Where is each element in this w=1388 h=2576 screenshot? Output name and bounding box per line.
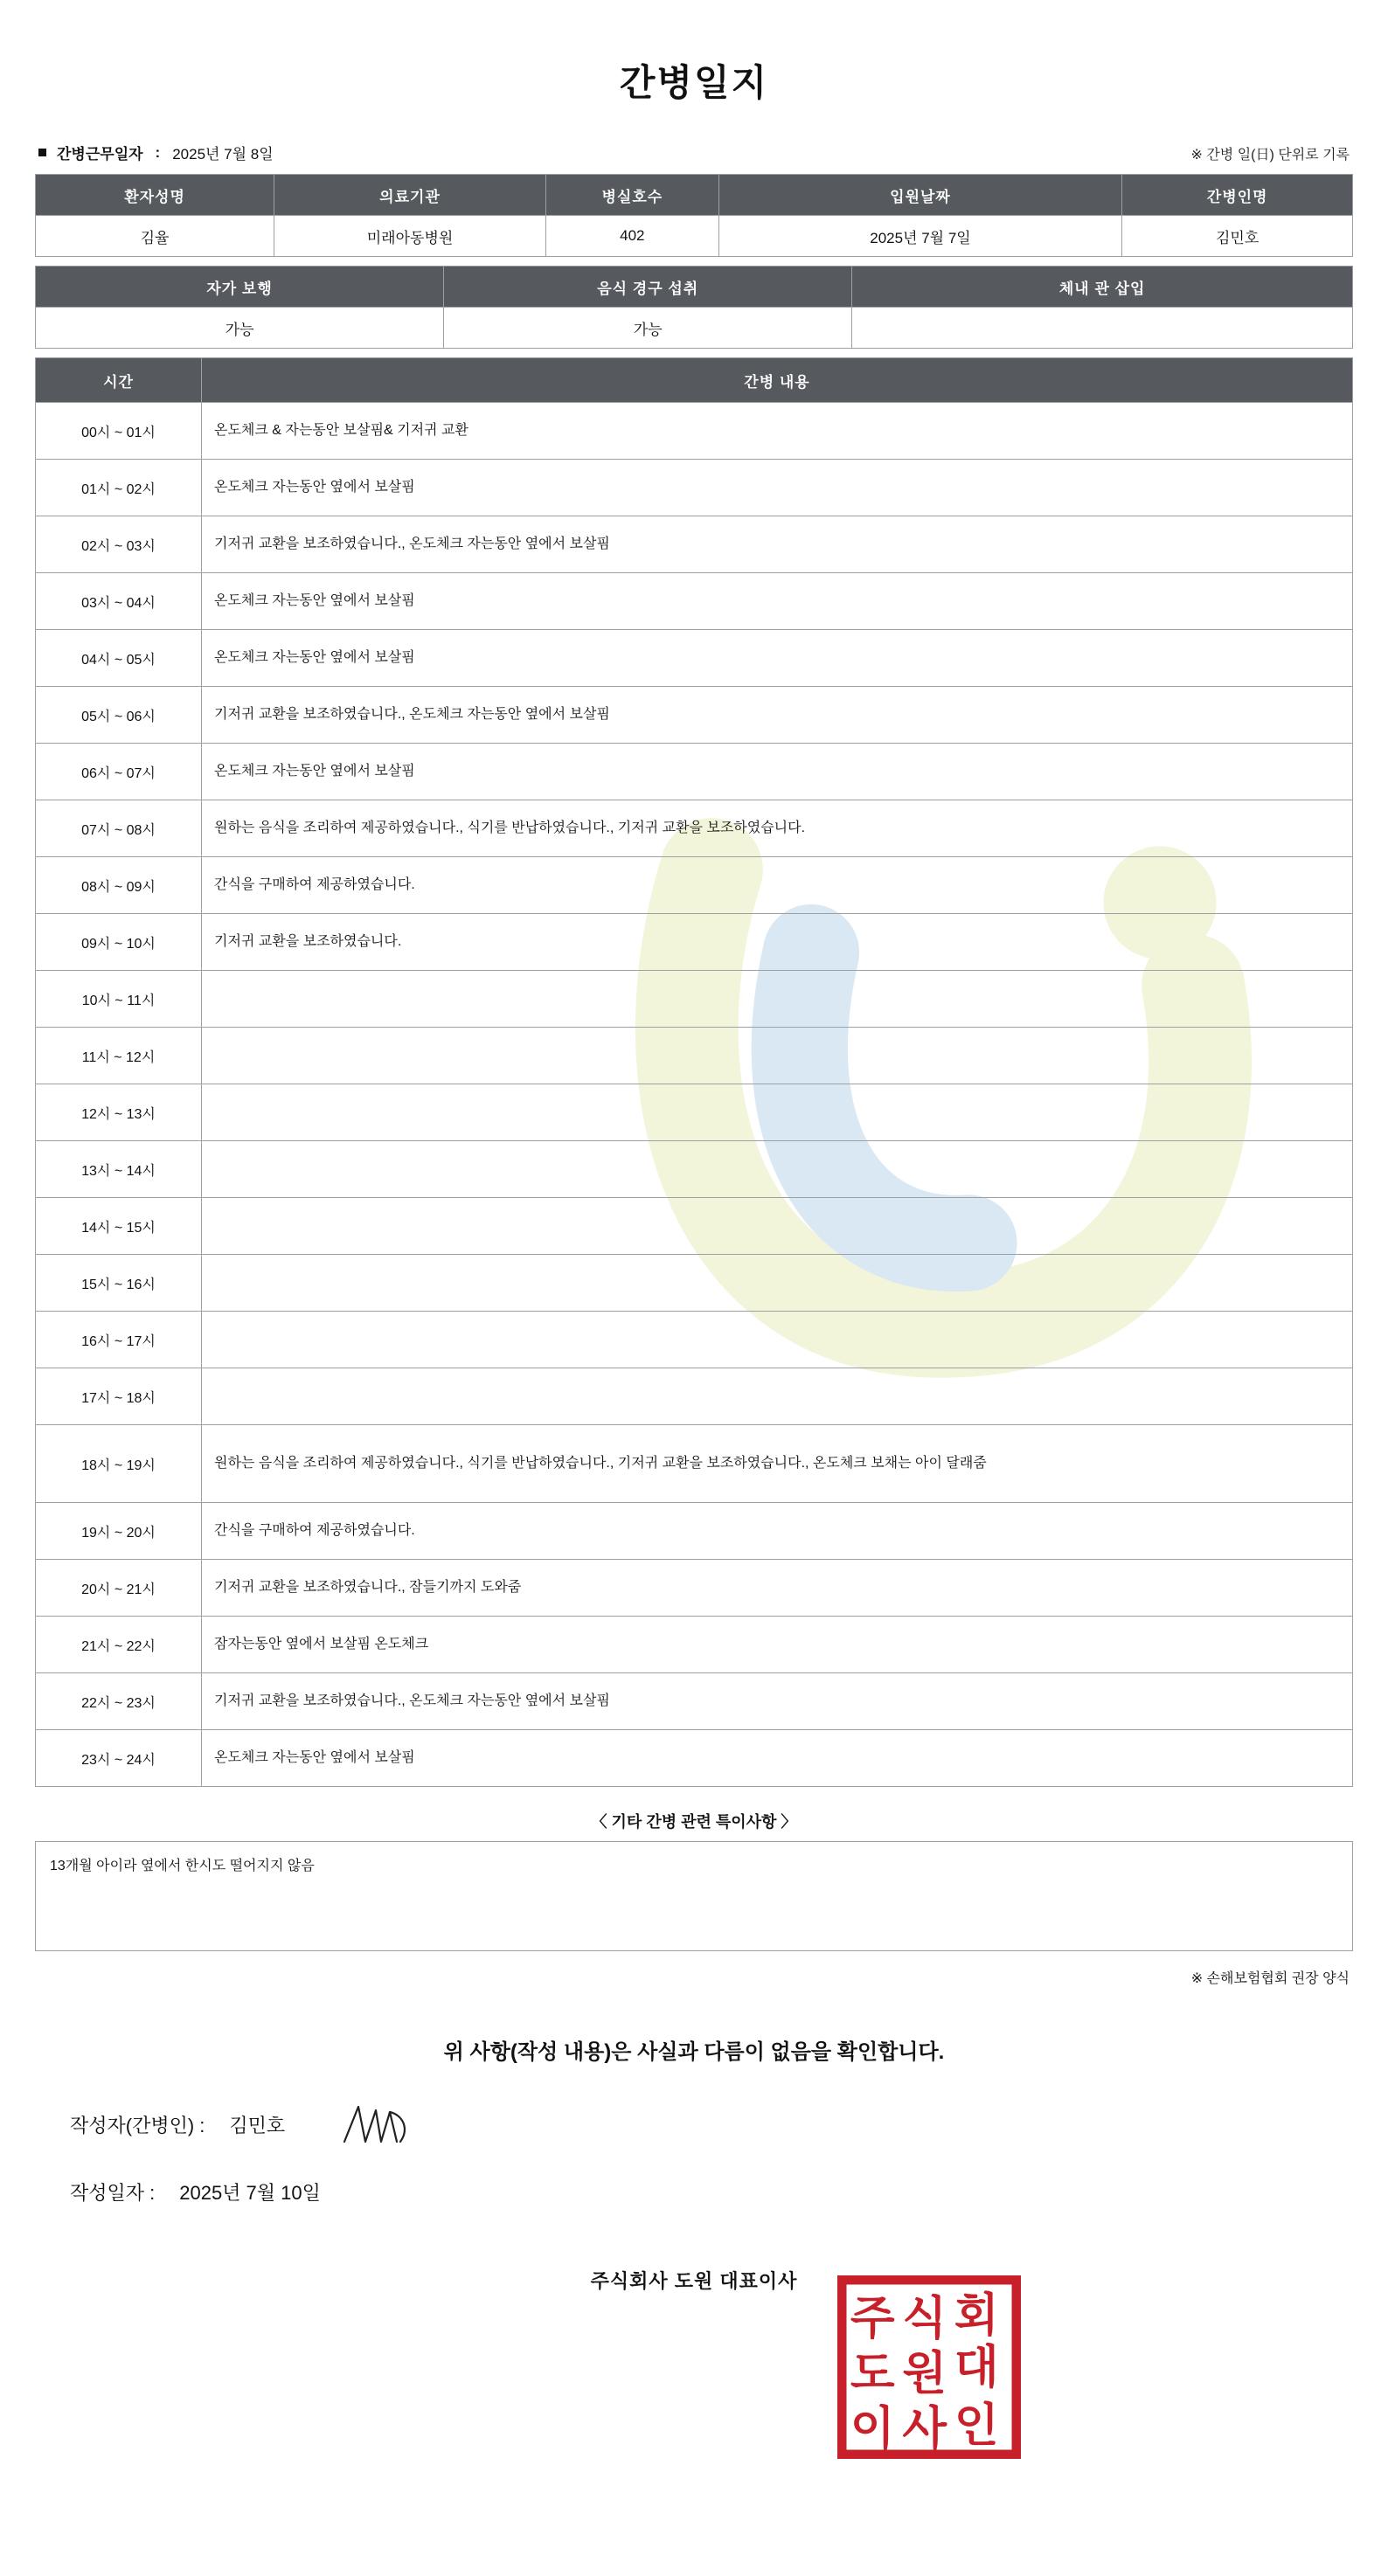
care-note-cell[interactable]: 기저귀 교환을 보조하였습니다. bbox=[202, 914, 1353, 971]
table-row bbox=[36, 1312, 1353, 1368]
care-note-cell[interactable]: 간식을 구매하여 제공하였습니다. bbox=[202, 1503, 1353, 1560]
write-date-line bbox=[70, 2178, 1353, 2206]
svg-text:이: 이 bbox=[850, 2401, 895, 2455]
care-note-cell[interactable]: 기저귀 교환을 보조하였습니다., 온도체크 자는동안 옆에서 보살핌 bbox=[202, 1673, 1353, 1730]
care-note-cell[interactable]: 원하는 음식을 조리하여 제공하였습니다., 식기를 반납하였습니다., 기저귀 교환을 보조하였습니다. bbox=[202, 800, 1353, 857]
table-row bbox=[36, 1028, 1353, 1084]
table-row bbox=[36, 914, 1353, 971]
time-cell: 14시 ~ 15시 bbox=[36, 1198, 202, 1255]
table-row bbox=[36, 1198, 1353, 1255]
time-cell: 01시 ~ 02시 bbox=[36, 460, 202, 516]
svg-text:원: 원 bbox=[902, 2346, 947, 2400]
care-note-cell[interactable]: 온도체크 자는동안 옆에서 보살핌 bbox=[202, 1730, 1353, 1787]
care-note-cell[interactable]: 간식을 구매하여 제공하였습니다. bbox=[202, 857, 1353, 914]
care-note-cell[interactable] bbox=[202, 1141, 1353, 1198]
table-row bbox=[36, 1084, 1353, 1141]
time-cell: 23시 ~ 24시 bbox=[36, 1730, 202, 1787]
time-cell: 16시 ~ 17시 bbox=[36, 1312, 202, 1368]
table-row bbox=[36, 800, 1353, 857]
svg-text:인: 인 bbox=[954, 2399, 999, 2452]
care-note-cell[interactable]: 기저귀 교환을 보조하였습니다., 온도체크 자는동안 옆에서 보살핌 bbox=[202, 687, 1353, 744]
care-note-cell[interactable] bbox=[202, 1028, 1353, 1084]
table-row bbox=[36, 216, 1353, 257]
time-cell: 11시 ~ 12시 bbox=[36, 1028, 202, 1084]
care-note-cell[interactable]: 기저귀 교환을 보조하였습니다., 잠들기까지 도와줌 bbox=[202, 1560, 1353, 1617]
work-date-value: 2025년 7월 8일 bbox=[172, 146, 274, 163]
care-note-cell[interactable]: 원하는 음식을 조리하여 제공하였습니다., 식기를 반납하였습니다., 기저귀 교환을 보조하였습니다., 온도체크 보채는 아이 달래줌 bbox=[202, 1425, 1353, 1503]
admission-date-header: 입원날짜 bbox=[718, 175, 1122, 216]
table-row bbox=[36, 1617, 1353, 1673]
time-cell: 09시 ~ 10시 bbox=[36, 914, 202, 971]
table-row bbox=[36, 1730, 1353, 1787]
caregiver-name-value: 김민호 bbox=[1122, 216, 1353, 257]
care-note-cell[interactable] bbox=[202, 1312, 1353, 1368]
company-seal-stamp-icon bbox=[837, 2275, 1021, 2459]
table-row bbox=[36, 308, 1353, 349]
company-stamp-area bbox=[35, 2267, 1353, 2485]
table-row bbox=[36, 630, 1353, 687]
table-row bbox=[36, 1368, 1353, 1425]
write-date-label: 작성일자 : bbox=[70, 2182, 156, 2204]
time-header: 시간 bbox=[36, 358, 202, 403]
meta-row bbox=[35, 142, 1353, 163]
time-cell: 20시 ~ 21시 bbox=[36, 1560, 202, 1617]
association-note: ※ 손해보험협회 권장 양식 bbox=[1190, 1971, 1350, 1986]
table-header-row bbox=[36, 358, 1353, 403]
care-note-cell[interactable] bbox=[202, 1368, 1353, 1425]
tube-insertion-value bbox=[852, 308, 1353, 349]
oral-intake-header: 음식 경구 섭취 bbox=[444, 267, 852, 308]
caregiver-name-header: 간병인명 bbox=[1122, 175, 1353, 216]
remarks-caption: 〈 기타 간병 관련 특이사항 〉 bbox=[591, 1813, 797, 1831]
care-note-cell[interactable]: 온도체크 자는동안 옆에서 보살핌 bbox=[202, 460, 1353, 516]
care-note-cell[interactable] bbox=[202, 1084, 1353, 1141]
table-row bbox=[36, 516, 1353, 573]
table-row bbox=[36, 857, 1353, 914]
table-row bbox=[36, 403, 1353, 460]
patient-name-header: 환자성명 bbox=[36, 175, 274, 216]
table-row bbox=[36, 1560, 1353, 1617]
time-cell: 08시 ~ 09시 bbox=[36, 857, 202, 914]
svg-text:대: 대 bbox=[954, 2340, 999, 2394]
time-cell: 12시 ~ 13시 bbox=[36, 1084, 202, 1141]
svg-text:식: 식 bbox=[902, 2291, 947, 2345]
remarks-box[interactable]: 13개월 아이라 옆에서 한시도 떨어지지 않음 bbox=[35, 1841, 1353, 1951]
time-cell: 02시 ~ 03시 bbox=[36, 516, 202, 573]
hospital-value: 미래아동병원 bbox=[274, 216, 546, 257]
time-cell: 15시 ~ 16시 bbox=[36, 1255, 202, 1312]
time-cell: 22시 ~ 23시 bbox=[36, 1673, 202, 1730]
tube-insertion-header: 체내 관 삽입 bbox=[852, 267, 1353, 308]
condition-table bbox=[35, 266, 1353, 349]
svg-text:주: 주 bbox=[850, 2291, 895, 2345]
care-note-cell[interactable] bbox=[202, 1198, 1353, 1255]
admission-date-value: 2025년 7월 7일 bbox=[718, 216, 1122, 257]
table-header-row bbox=[36, 175, 1353, 216]
oral-intake-value: 가능 bbox=[444, 308, 852, 349]
svg-text:사: 사 bbox=[902, 2401, 947, 2455]
work-date-block bbox=[38, 142, 274, 163]
table-row bbox=[36, 1141, 1353, 1198]
writer-label: 작성자(간병인) : bbox=[70, 2114, 205, 2136]
time-cell: 00시 ~ 01시 bbox=[36, 403, 202, 460]
company-line: 주식회사 도원 대표이사 bbox=[590, 2270, 798, 2292]
care-note-cell[interactable] bbox=[202, 971, 1353, 1028]
table-row bbox=[36, 971, 1353, 1028]
care-note-cell[interactable]: 잠자는동안 옆에서 보살핌 온도체크 bbox=[202, 1617, 1353, 1673]
care-note-cell[interactable]: 온도체크 자는동안 옆에서 보살핌 bbox=[202, 573, 1353, 630]
work-date-label: 간병근무일자 bbox=[57, 146, 143, 163]
care-note-cell[interactable]: 온도체크 자는동안 옆에서 보살핌 bbox=[202, 744, 1353, 800]
time-cell: 03시 ~ 04시 bbox=[36, 573, 202, 630]
table-header-row bbox=[36, 267, 1353, 308]
document-page bbox=[0, 54, 1388, 2576]
table-row bbox=[36, 687, 1353, 744]
svg-text:회: 회 bbox=[954, 2289, 999, 2342]
care-content-header: 간병 내용 bbox=[202, 358, 1353, 403]
table-row bbox=[36, 460, 1353, 516]
time-cell: 13시 ~ 14시 bbox=[36, 1141, 202, 1198]
time-cell: 07시 ~ 08시 bbox=[36, 800, 202, 857]
care-note-cell[interactable]: 온도체크 & 자는동안 보살핌& 기저귀 교환 bbox=[202, 403, 1353, 460]
table-row bbox=[36, 1425, 1353, 1503]
care-note-cell[interactable] bbox=[202, 1255, 1353, 1312]
time-cell: 04시 ~ 05시 bbox=[36, 630, 202, 687]
table-row bbox=[36, 1503, 1353, 1560]
care-note-cell[interactable]: 기저귀 교환을 보조하였습니다., 온도체크 자는동안 옆에서 보살핌 bbox=[202, 516, 1353, 573]
page-title: 간병일지 bbox=[619, 62, 769, 103]
table-row bbox=[36, 1673, 1353, 1730]
room-number-header: 병실호수 bbox=[545, 175, 718, 216]
care-note-cell[interactable]: 온도체크 자는동안 옆에서 보살핌 bbox=[202, 630, 1353, 687]
work-date-colon: : bbox=[155, 143, 161, 161]
time-cell: 10시 ~ 11시 bbox=[36, 971, 202, 1028]
room-number-value: 402 bbox=[545, 216, 718, 257]
time-cell: 06시 ~ 07시 bbox=[36, 744, 202, 800]
bullet-square-icon bbox=[38, 149, 46, 156]
svg-text:도: 도 bbox=[850, 2346, 895, 2400]
hourly-care-table bbox=[35, 357, 1353, 1787]
time-cell: 05시 ~ 06시 bbox=[36, 687, 202, 744]
time-cell: 17시 ~ 18시 bbox=[36, 1368, 202, 1425]
confirmation-text: 위 사항(작성 내용)은 사실과 다름이 없음을 확인합니다. bbox=[443, 2040, 945, 2064]
write-date-value: 2025년 7월 10일 bbox=[179, 2182, 321, 2204]
self-walk-value: 가능 bbox=[36, 308, 444, 349]
table-row bbox=[36, 1255, 1353, 1312]
table-row bbox=[36, 744, 1353, 800]
writer-value: 김민호 bbox=[229, 2114, 286, 2136]
time-cell: 19시 ~ 20시 bbox=[36, 1503, 202, 1560]
table-row bbox=[36, 573, 1353, 630]
writer-line bbox=[70, 2100, 1353, 2149]
time-cell: 21시 ~ 22시 bbox=[36, 1617, 202, 1673]
hospital-header: 의료기관 bbox=[274, 175, 546, 216]
patient-name-value: 김율 bbox=[36, 216, 274, 257]
self-walk-header: 자가 보행 bbox=[36, 267, 444, 308]
time-cell: 18시 ~ 19시 bbox=[36, 1425, 202, 1503]
patient-info-table bbox=[35, 174, 1353, 257]
signature-mark bbox=[336, 2100, 441, 2149]
unit-note: ※ 간병 일(日) 단위로 기록 bbox=[1190, 148, 1350, 163]
